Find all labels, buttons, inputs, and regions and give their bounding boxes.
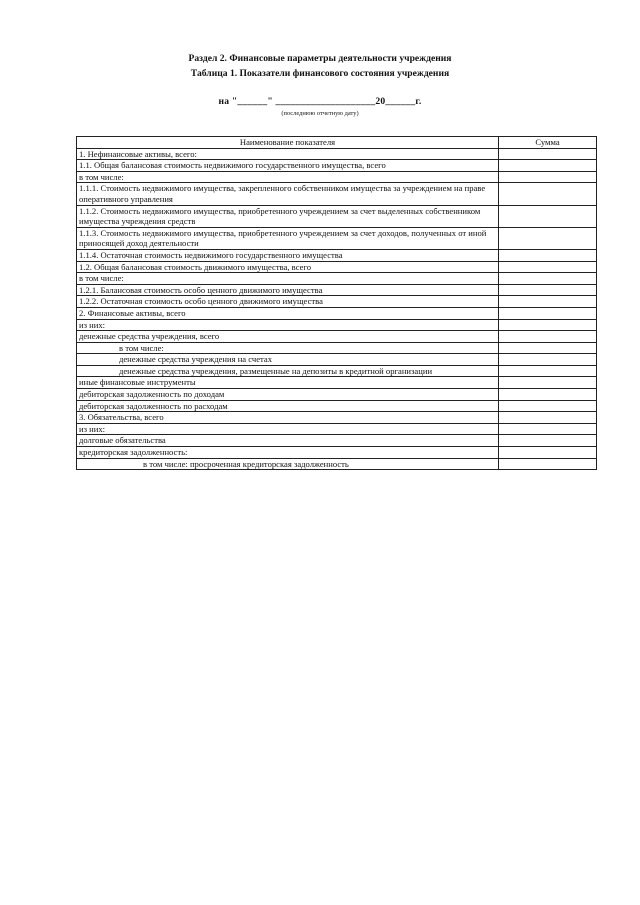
indicator-name-cell: долговые обязательства bbox=[77, 435, 499, 447]
table-row bbox=[77, 458, 597, 470]
sum-cell[interactable] bbox=[499, 331, 597, 343]
indicator-name-cell: 1.1.1. Стоимость недвижимого имущества, закрепленного собственником имущества за учреждением на праве оперативного управления bbox=[77, 183, 499, 205]
indicator-name-cell: дебиторская задолженность по расходам bbox=[77, 400, 499, 412]
sum-cell[interactable] bbox=[499, 435, 597, 447]
indicator-name-cell: 1.2.1. Балансовая стоимость особо ценного движимого имущества bbox=[77, 284, 499, 296]
table-row bbox=[77, 160, 597, 172]
sum-cell[interactable] bbox=[499, 227, 597, 249]
table-body bbox=[77, 148, 597, 470]
sum-cell[interactable] bbox=[499, 307, 597, 319]
table-row bbox=[77, 400, 597, 412]
sum-cell[interactable] bbox=[499, 284, 597, 296]
indicator-name-cell: в том числе: bbox=[77, 273, 499, 285]
table-row bbox=[77, 319, 597, 331]
sum-cell[interactable] bbox=[499, 273, 597, 285]
sum-cell[interactable] bbox=[499, 365, 597, 377]
table-row bbox=[77, 148, 597, 160]
sum-cell[interactable] bbox=[499, 205, 597, 227]
sum-cell[interactable] bbox=[499, 423, 597, 435]
sum-cell[interactable] bbox=[499, 261, 597, 273]
table-row bbox=[77, 273, 597, 285]
indicator-name-cell: в том числе: просроченная кредиторская задолженность bbox=[77, 458, 499, 470]
sum-cell[interactable] bbox=[499, 171, 597, 183]
table-row bbox=[77, 365, 597, 377]
indicator-name-cell: 1.1.3. Стоимость недвижимого имущества, приобретенного учреждением за счет доходов, полученных от иной приносящей доход деятельности bbox=[77, 227, 499, 249]
indicator-name-cell: кредиторская задолженность: bbox=[77, 447, 499, 459]
table-row bbox=[77, 331, 597, 343]
sum-cell[interactable] bbox=[499, 296, 597, 308]
indicator-name-cell: денежные средства учреждения на счетах bbox=[77, 354, 499, 366]
sum-cell[interactable] bbox=[499, 148, 597, 160]
indicator-name-cell: в том числе: bbox=[77, 171, 499, 183]
sum-cell[interactable] bbox=[499, 458, 597, 470]
sum-cell[interactable] bbox=[499, 249, 597, 261]
table-row bbox=[77, 377, 597, 389]
indicator-name-cell: денежные средства учреждения, размещенные на депозиты в кредитной организации bbox=[77, 365, 499, 377]
indicator-name-cell: дебиторская задолженность по доходам bbox=[77, 389, 499, 401]
table-row bbox=[77, 342, 597, 354]
table-header-row bbox=[77, 137, 597, 149]
sum-cell[interactable] bbox=[499, 160, 597, 172]
indicator-name-cell: иные финансовые инструменты bbox=[77, 377, 499, 389]
table-row bbox=[77, 183, 597, 205]
table-row bbox=[77, 284, 597, 296]
column-header-name: Наименование показателя bbox=[77, 137, 499, 149]
sum-cell[interactable] bbox=[499, 342, 597, 354]
date-line: на "______" ____________________20______г. bbox=[218, 96, 422, 107]
table-row bbox=[77, 249, 597, 261]
table-row bbox=[77, 447, 597, 459]
table-row bbox=[77, 261, 597, 273]
sum-cell[interactable] bbox=[499, 319, 597, 331]
date-note: (последнюю отчетную дату) bbox=[281, 110, 359, 117]
table-row bbox=[77, 296, 597, 308]
indicator-name-cell: в том числе: bbox=[77, 342, 499, 354]
table-row bbox=[77, 171, 597, 183]
sum-cell[interactable] bbox=[499, 183, 597, 205]
indicator-name-cell: 1.1. Общая балансовая стоимость недвижимого государственного имущества, всего bbox=[77, 160, 499, 172]
table-row bbox=[77, 435, 597, 447]
table-row bbox=[77, 423, 597, 435]
table-row bbox=[77, 412, 597, 424]
sum-cell[interactable] bbox=[499, 389, 597, 401]
indicator-name-cell: 2. Финансовые активы, всего bbox=[77, 307, 499, 319]
sum-cell[interactable] bbox=[499, 354, 597, 366]
indicator-name-cell: 1.2. Общая балансовая стоимость движимого имущества, всего bbox=[77, 261, 499, 273]
financial-indicators-table bbox=[76, 136, 597, 470]
table-row bbox=[77, 389, 597, 401]
sum-cell[interactable] bbox=[499, 447, 597, 459]
table-row bbox=[77, 307, 597, 319]
indicator-name-cell: 1.1.4. Остаточная стоимость недвижимого государственного имущества bbox=[77, 249, 499, 261]
indicator-name-cell: из них: bbox=[77, 423, 499, 435]
indicator-name-cell: 1. Нефинансовые активы, всего: bbox=[77, 148, 499, 160]
indicator-name-cell: 1.1.2. Стоимость недвижимого имущества, приобретенного учреждением за счет выделенных собственником имущества учреждения средств bbox=[77, 205, 499, 227]
indicator-name-cell: 1.2.2. Остаточная стоимость особо ценного движимого имущества bbox=[77, 296, 499, 308]
column-header-sum: Сумма bbox=[499, 137, 597, 149]
table-row bbox=[77, 227, 597, 249]
section-title: Раздел 2. Финансовые параметры деятельности учреждения bbox=[188, 53, 452, 64]
indicator-name-cell: из них: bbox=[77, 319, 499, 331]
table-row bbox=[77, 205, 597, 227]
table-title: Таблица 1. Показатели финансового состояния учреждения bbox=[190, 68, 450, 79]
sum-cell[interactable] bbox=[499, 412, 597, 424]
indicator-name-cell: 3. Обязательства, всего bbox=[77, 412, 499, 424]
sum-cell[interactable] bbox=[499, 400, 597, 412]
sum-cell[interactable] bbox=[499, 377, 597, 389]
table-row bbox=[77, 354, 597, 366]
indicator-name-cell: денежные средства учреждения, всего bbox=[77, 331, 499, 343]
